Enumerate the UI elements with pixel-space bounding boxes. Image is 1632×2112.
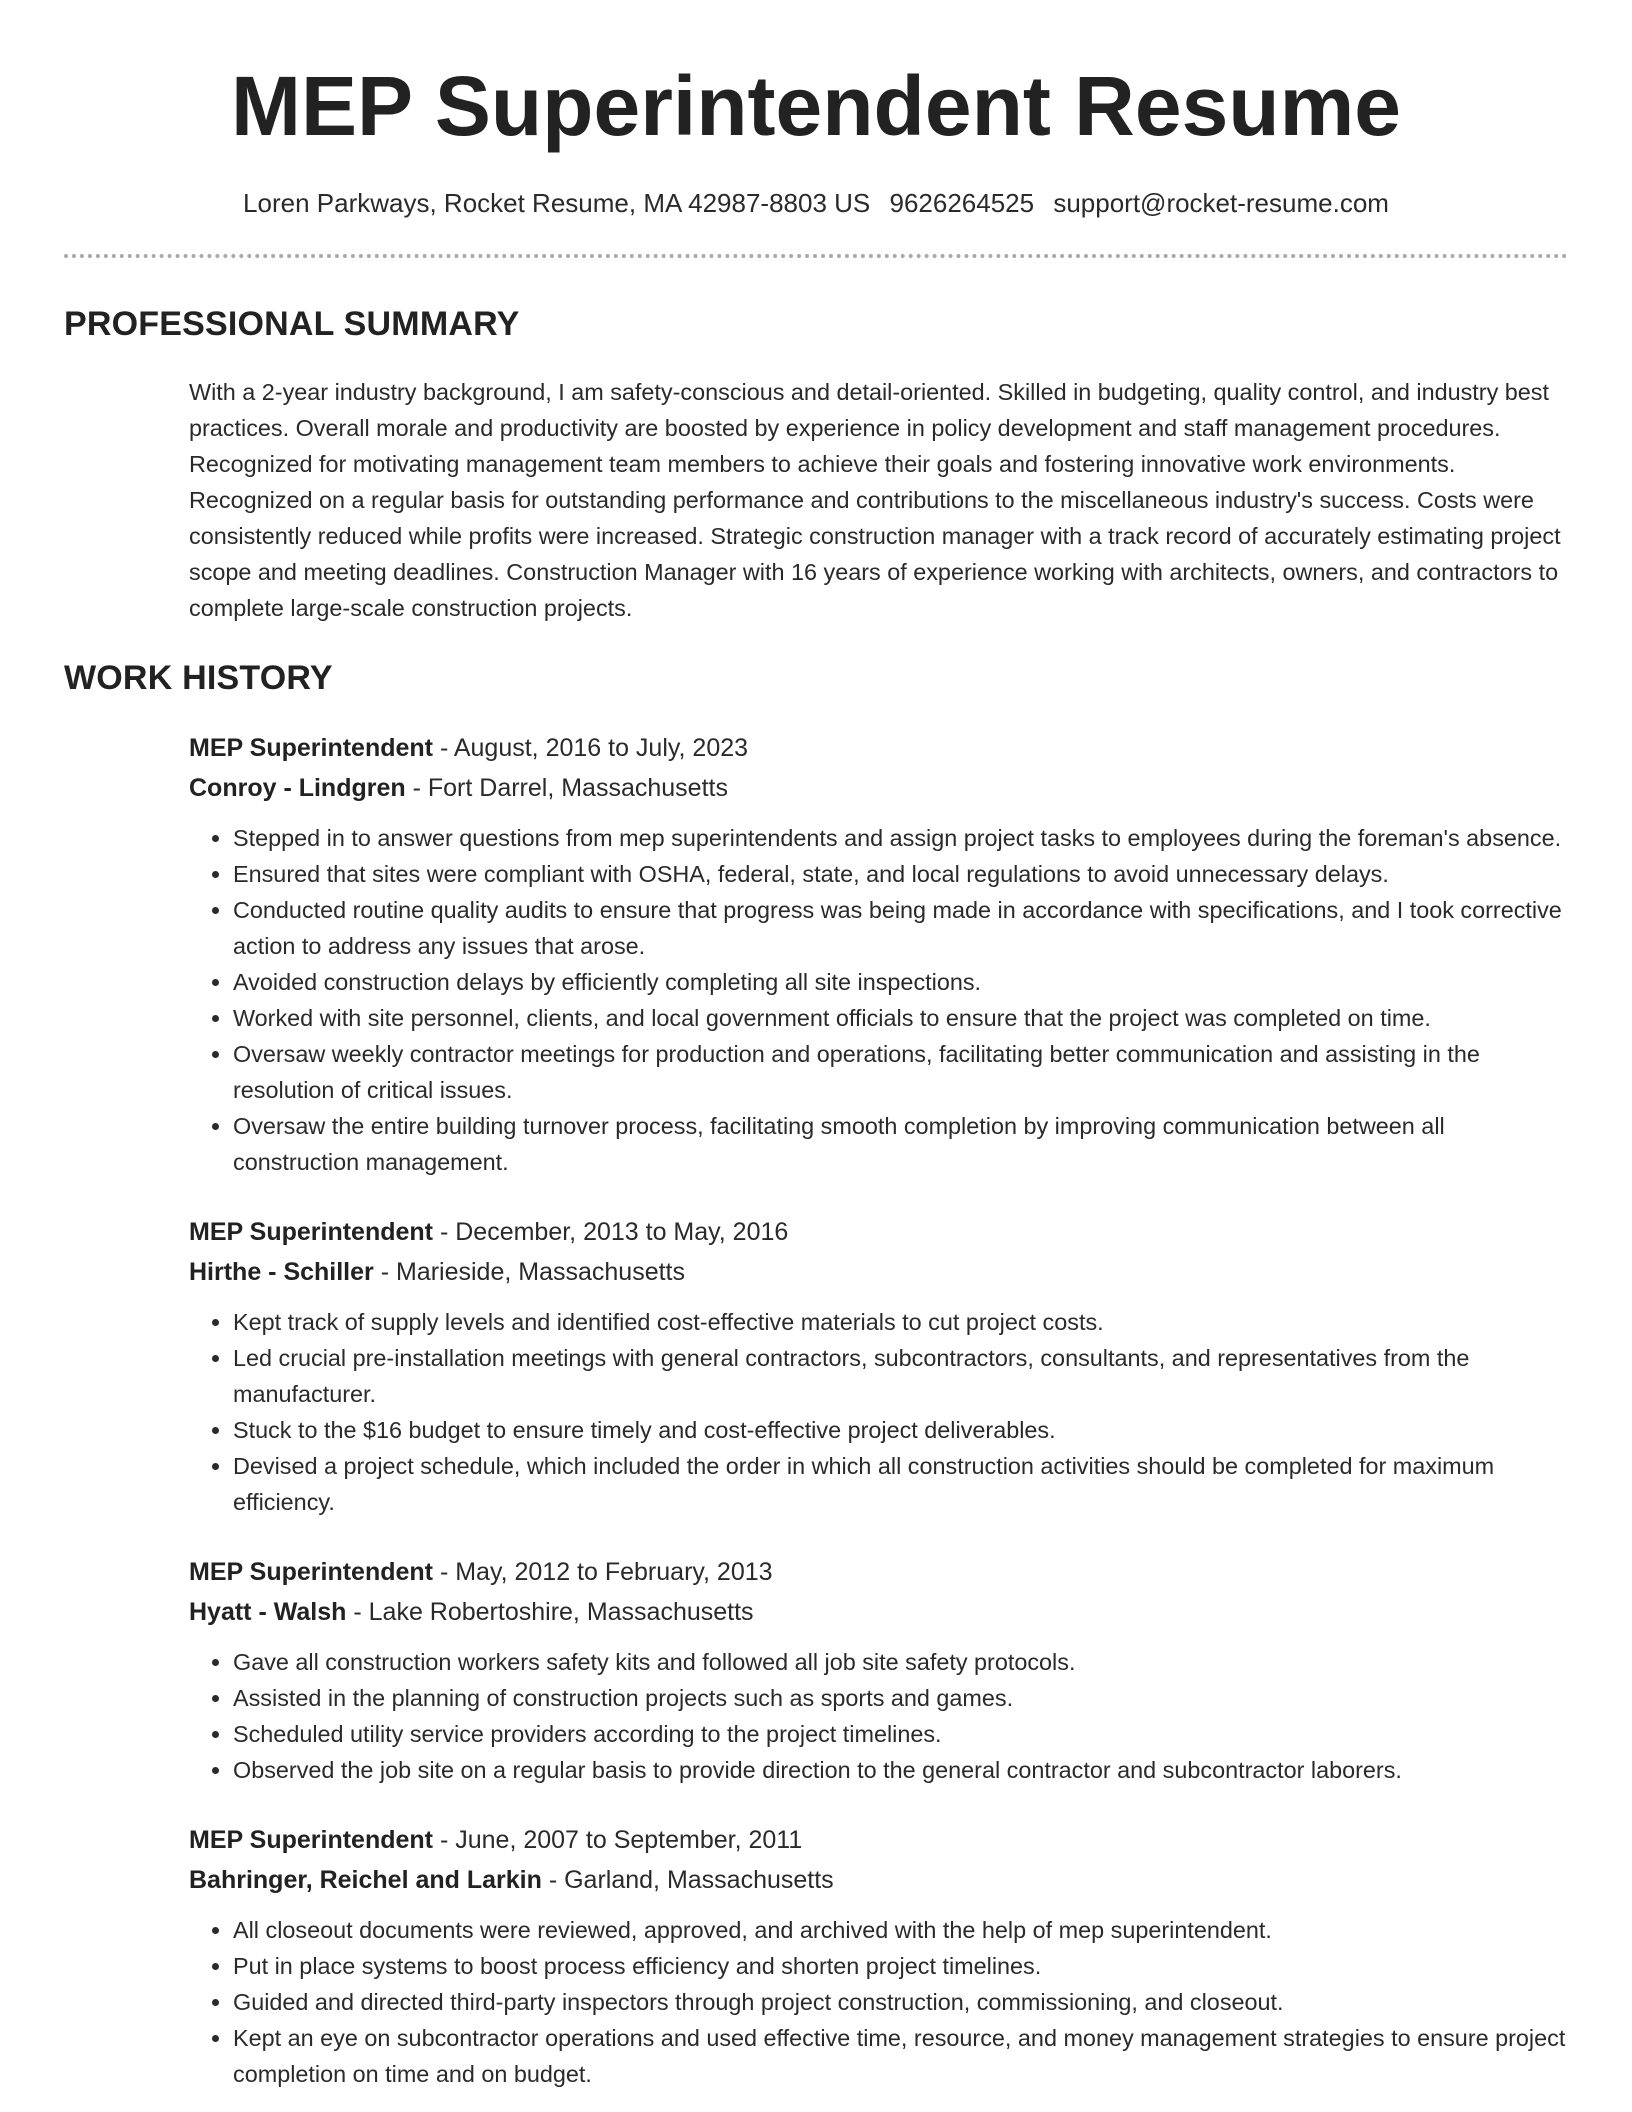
job-title-line (189, 1552, 1568, 1592)
job-title-line (189, 1212, 1568, 1252)
duty-item: • Assisted in the planning of construction projects such as sports and games. (233, 1680, 1568, 1716)
job-location: - Fort Darrel, Massachusetts (405, 774, 728, 802)
job-duties (189, 820, 1568, 1180)
job-title: MEP Superintendent (189, 1558, 434, 1586)
contact-address: Loren Parkways, Rocket Resume, MA 42987-8803 US (243, 188, 871, 218)
job-duties (189, 1644, 1568, 1788)
job-title: MEP Superintendent (189, 1218, 434, 1246)
job-company-line (189, 1860, 1568, 1900)
duty-item: • Put in place systems to boost process efficiency and shorten project timelines. (233, 1948, 1568, 1984)
duty-item: • Guided and directed third-party inspectors through project construction, commissioning, and closeout. (233, 1984, 1568, 2020)
job-duties (189, 1912, 1568, 2092)
duty-item: • Avoided construction delays by efficiently completing all site inspections. (233, 964, 1568, 1000)
duty-item: • Kept track of supply levels and identified cost-effective materials to cut project costs. (233, 1304, 1568, 1340)
page-title: MEP Superintendent Resume (230, 59, 1401, 153)
job-dates: - December, 2013 to May, 2016 (433, 1218, 789, 1246)
job-company: Bahringer, Reichel and Larkin (189, 1866, 542, 1894)
job-title: MEP Superintendent (189, 734, 434, 762)
job-location: - Marieside, Massachusetts (373, 1258, 685, 1286)
contact-email: support@rocket-resume.com (1053, 188, 1389, 218)
duty-item: • Stepped in to answer questions from mep superintendents and assign project tasks to employees during the foreman's absence. (233, 820, 1568, 856)
duty-item: • Scheduled utility service providers according to the project timelines. (233, 1716, 1568, 1752)
summary-text: With a 2-year industry background, I am safety-conscious and detail-oriented. Skilled in budgeting, quality control, and industry best practices. Overall morale and productivity are boosted by experience in policy development and staff management procedures. Recognized for motivating management team members to achieve their goals and fostering innovative work environments. Recognized on a regular basis for outstanding performance and contributions to the miscellaneous industry's success. Costs were consistently reduced while profits were increased. Strategic construction manager with a track record of accurately estimating project scope and meeting deadlines. Construction Manager with 16 years of experience working with architects, owners, and contractors to complete large-scale construction projects. (189, 379, 1561, 621)
duty-item: • All closeout documents were reviewed, approved, and archived with the help of mep superintendent. (233, 1912, 1568, 1948)
duty-item: • Ensured that sites were compliant with OSHA, federal, state, and local regulations to avoid unnecessary delays. (233, 856, 1568, 892)
job-company-line (189, 1592, 1568, 1632)
job-entry (189, 1212, 1568, 1520)
job-dates: - May, 2012 to February, 2013 (433, 1558, 773, 1586)
duty-item: • Worked with site personnel, clients, and local government officials to ensure that the project was completed on time. (233, 1000, 1568, 1036)
job-company-line (189, 768, 1568, 808)
duty-item: • Oversaw weekly contractor meetings for production and operations, facilitating better communication and assisting in the resolution of critical issues. (233, 1036, 1568, 1108)
job-company: Hyatt - Walsh (189, 1598, 347, 1626)
duty-item: • Conducted routine quality audits to ensure that progress was being made in accordance with specifications, and I took corrective action to address any issues that arose. (233, 892, 1568, 964)
job-entry (189, 1552, 1568, 1788)
job-company: Hirthe - Schiller (189, 1258, 374, 1286)
job-title: MEP Superintendent (189, 1826, 434, 1854)
duty-item: • Oversaw the entire building turnover process, facilitating smooth completion by improving communication between all construction management. (233, 1108, 1568, 1180)
contact-phone: 9626264525 (889, 188, 1035, 218)
header-divider (64, 254, 1568, 258)
duty-item: • Led crucial pre-installation meetings with general contractors, subcontractors, consultants, and representatives from the manufacturer. (233, 1340, 1568, 1412)
job-company-line (189, 1252, 1568, 1292)
job-entry (189, 1820, 1568, 2092)
job-location: - Garland, Massachusetts (541, 1866, 834, 1894)
work-history-heading: WORK HISTORY (64, 659, 333, 697)
job-dates: - June, 2007 to September, 2011 (433, 1826, 803, 1854)
job-duties (189, 1304, 1568, 1520)
duty-item: • Observed the job site on a regular basis to provide direction to the general contractor and subcontractor laborers. (233, 1752, 1568, 1788)
duty-item: • Gave all construction workers safety kits and followed all job site safety protocols. (233, 1644, 1568, 1680)
duty-item: • Devised a project schedule, which included the order in which all construction activities should be completed for maximum efficiency. (233, 1448, 1568, 1520)
job-company: Conroy - Lindgren (189, 774, 406, 802)
summary-heading: PROFESSIONAL SUMMARY (64, 305, 520, 343)
work-history-list (189, 728, 1568, 2092)
duty-item: • Stuck to the $16 budget to ensure timely and cost-effective project deliverables. (233, 1412, 1568, 1448)
contact-line (64, 186, 1568, 220)
job-dates: - August, 2016 to July, 2023 (433, 734, 749, 762)
job-title-line (189, 1820, 1568, 1860)
duty-item: • Kept an eye on subcontractor operations and used effective time, resource, and money management strategies to ensure project completion on time and on budget. (233, 2020, 1568, 2092)
job-location: - Lake Robertoshire, Massachusetts (346, 1598, 754, 1626)
job-entry (189, 728, 1568, 1180)
job-title-line (189, 728, 1568, 768)
